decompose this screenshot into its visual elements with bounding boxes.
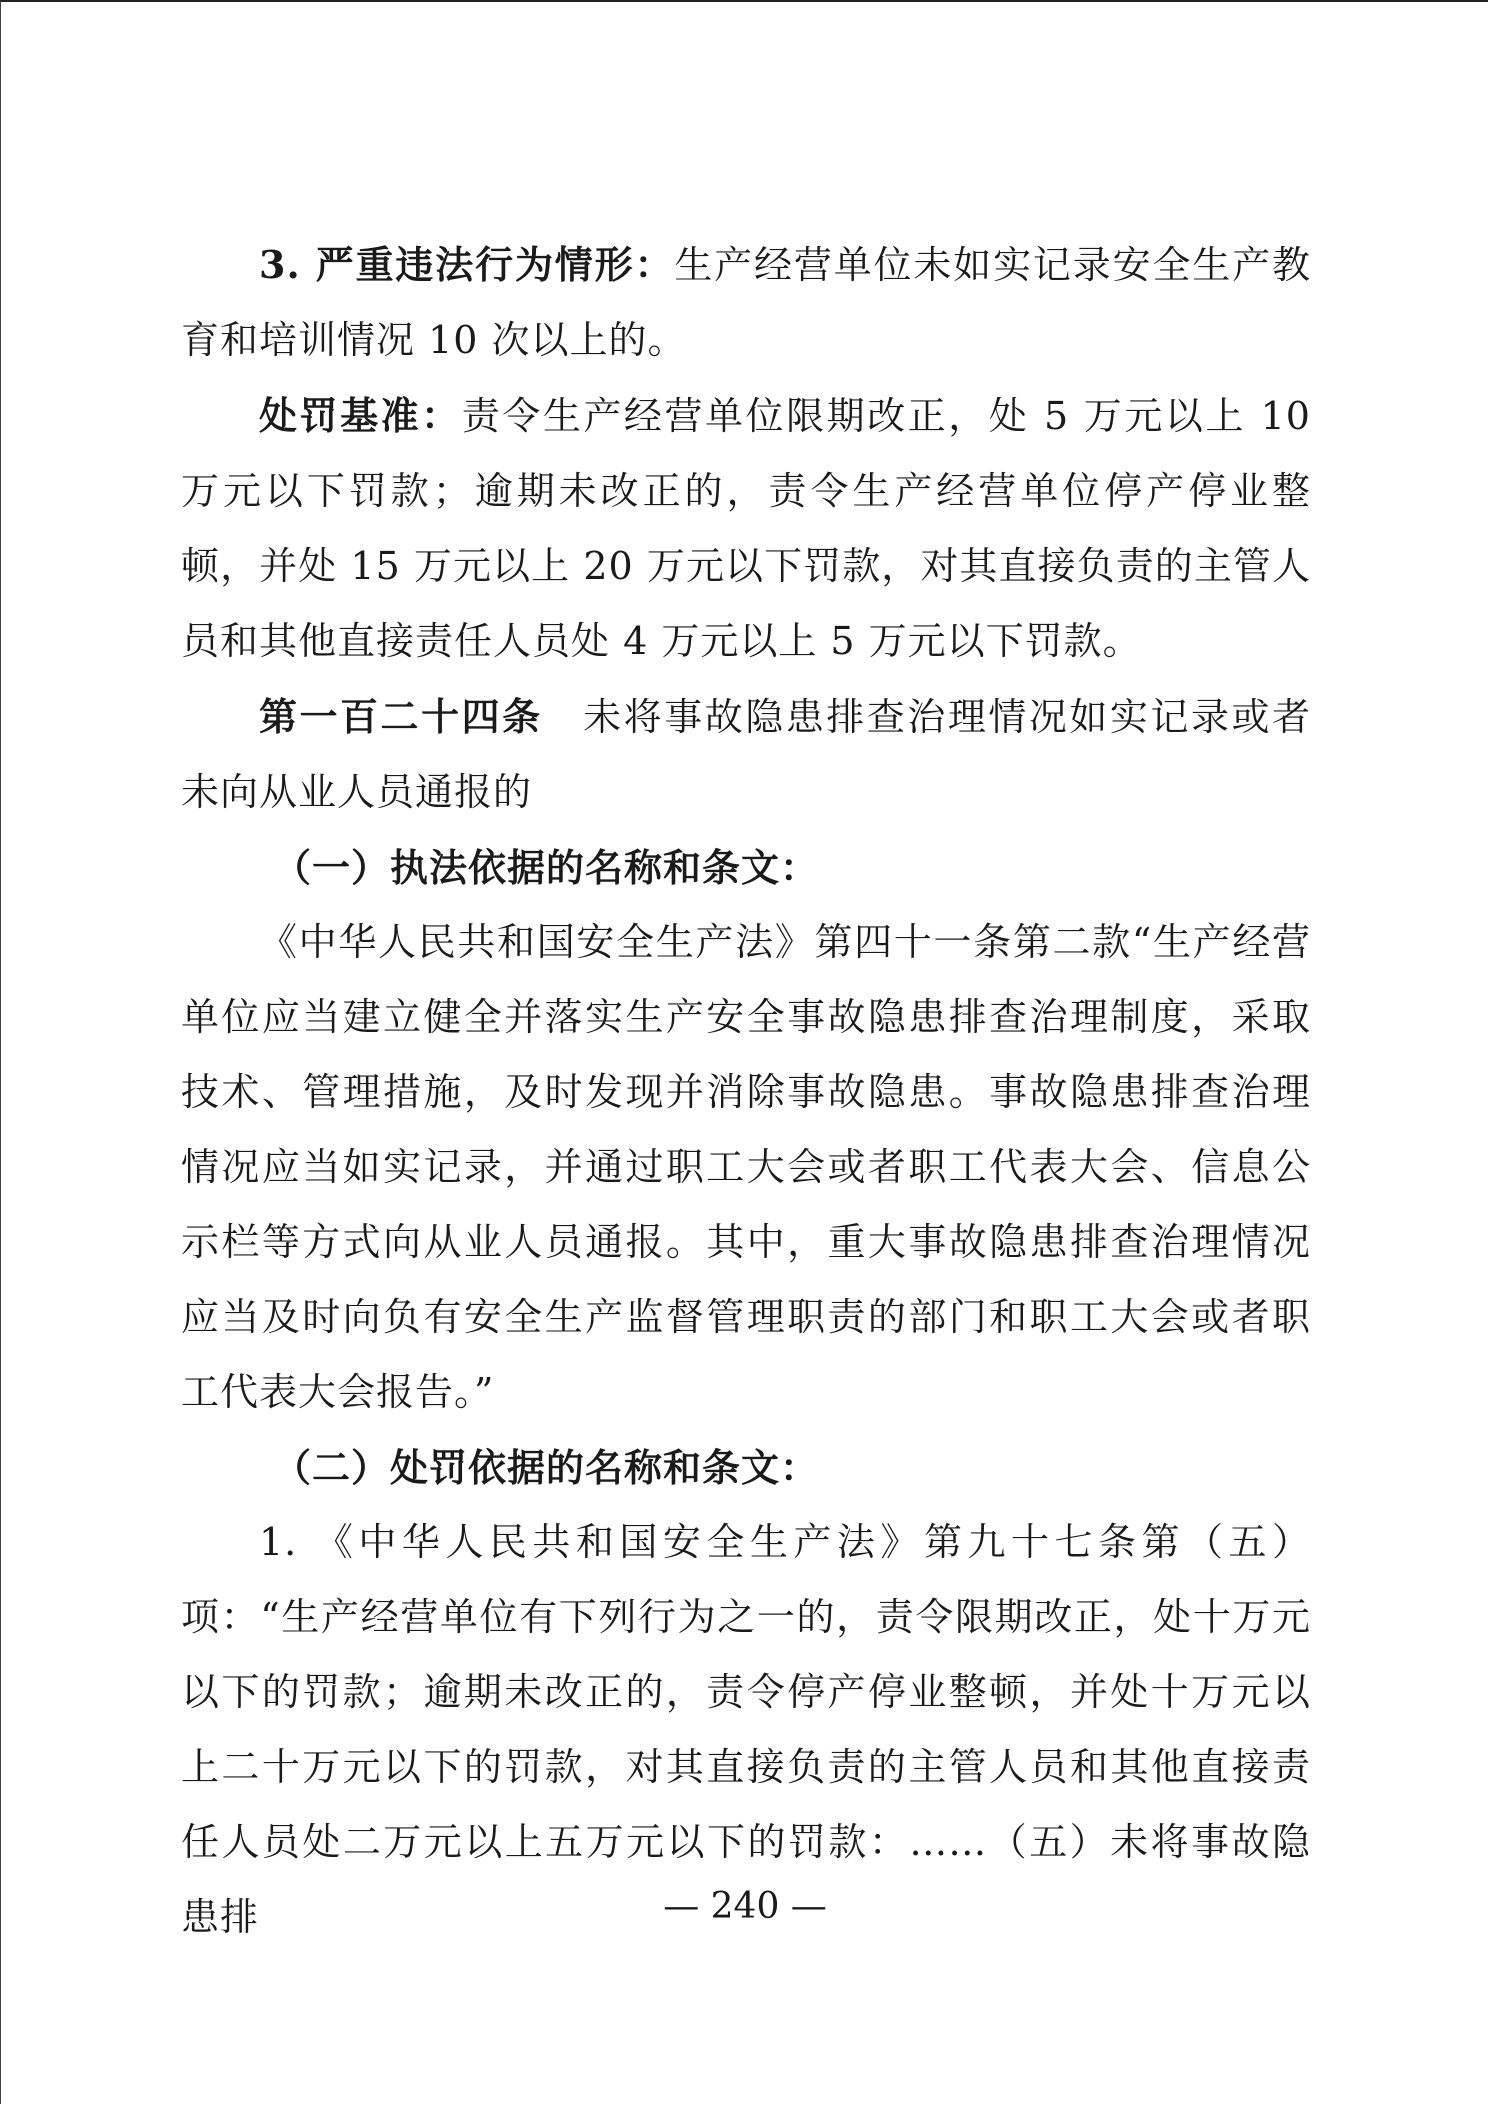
- paragraph-legal-basis-text: 《中华人民共和国安全生产法》第四十一条第二款“生产经营单位应当建立健全并落实生产安全事故隐患排查治理制度，采取技术、管理措施，及时发现并消除事故隐患。事故隐患排查治理情况应当如实记录，并通过职工大会或者职工代表大会、信息公示栏等方式向从业人员通报。其中，重大事故隐患排查治理情况应当及时向负有安全生产监督管理职责的部门和职工大会或者职工代表大会报告。”: [181, 920, 1311, 1414]
- severe-violation-text: 生产经营单位未如实记录安全生产教育和培训情况 10 次以上的。: [181, 243, 1311, 362]
- heading-legal-basis: （一）执法依据的名称和条文：: [273, 845, 820, 890]
- article-124-text: 未将事故隐患排查治理情况如实记录或者未向从业人员通报的: [181, 695, 1311, 814]
- article-124-label: 第一百二十四条: [259, 694, 543, 739]
- page-body: [181, 227, 1311, 1955]
- heading-penalty-basis: （二）处罚依据的名称和条文：: [273, 1445, 820, 1490]
- paragraph-article-124: [181, 679, 1311, 830]
- severe-violation-label: 3. 严重违法行为情形：: [259, 242, 675, 287]
- penalty-standard-label: 处罚基准：: [259, 393, 462, 438]
- penalty-standard-text: 责令生产经营单位限期改正，处 5 万元以上 10 万元以下罚款；逾期未改正的，责令生产经营单位停产停业整顿，并处 15 万元以上 20 万元以下罚款，对其直接负责的主管人员和其他直接责任人员处 4 万元以上 5 万元以下罚款。: [181, 394, 1311, 663]
- paragraph-penalty-basis-text: 1. 《中华人民共和国安全生产法》第九十七条第（五）项：“生产经营单位有下列行为之一的，责令限期改正，处十万元以下的罚款；逾期未改正的，责令停产停业整顿，并处十万元以上二十万元以下的罚款，对其直接负责的主管人员和其他直接责任人员处二万元以上五万元以下的罚款：……（五）未将事故隐患排: [181, 1520, 1311, 1939]
- page-number: — 240 —: [663, 1886, 827, 1927]
- paragraph-penalty-standard: [181, 378, 1311, 679]
- paragraph-severe-violation: [181, 227, 1311, 378]
